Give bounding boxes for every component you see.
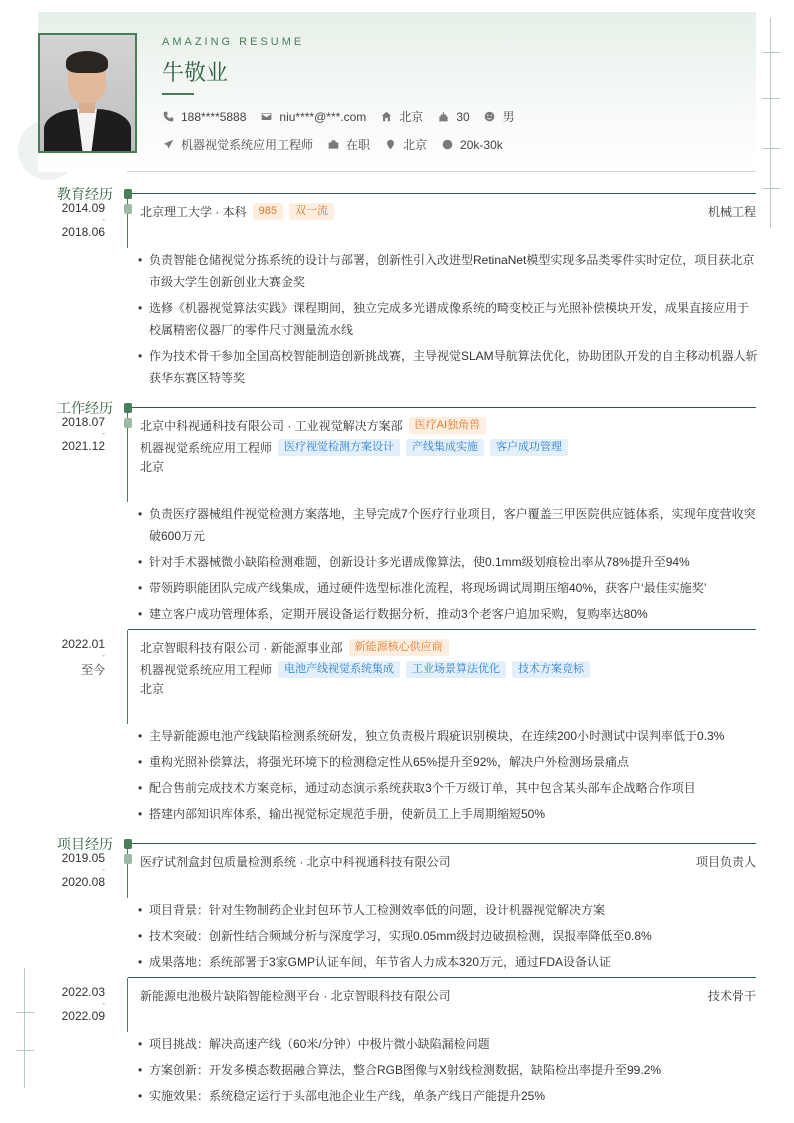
status-text: 在职 — [346, 138, 371, 152]
project-name: 医疗试剂盒封包质量检测系统 · 北京中科视通科技有限公司 — [140, 855, 451, 869]
skill-tag: 工业场景算法优化 — [406, 661, 506, 678]
list-item: • 方案创新：开发多模态数据融合算法，整合RGB图像与X射线检测数据，缺陷检出率提升至99.2% — [138, 1059, 758, 1081]
list-item: • 配合售前完成技术方案竞标，通过动态演示系统获取3个千万级订单，其中包含某头部车企战略合作项目 — [138, 777, 758, 799]
date-separator: - — [102, 651, 105, 660]
gender-text: 男 — [502, 110, 515, 124]
school-line — [140, 203, 334, 220]
timeline-line — [127, 978, 128, 1032]
email-icon — [260, 111, 272, 123]
list-item: • 针对手术器械微小缺陷检测难题，创新设计多光谱成像算法，使0.1mm级划痕检出率从78%提升至94% — [138, 551, 758, 573]
timeline-dot — [124, 854, 132, 864]
timeline-line — [127, 630, 128, 724]
decorative-line — [762, 188, 780, 189]
target-role-text: 机器视觉系统应用工程师 — [181, 138, 314, 152]
briefcase-icon — [327, 139, 339, 151]
email-text: niu****@***.com — [279, 109, 367, 124]
section-marker — [124, 839, 132, 849]
timeline-line — [127, 194, 128, 248]
project-line — [140, 987, 451, 1004]
decorative-line — [762, 148, 780, 149]
start-date: 2018.07 — [61, 415, 105, 429]
end-date: 2022.09 — [61, 1009, 105, 1023]
company-line — [140, 417, 486, 434]
end-date: 2018.06 — [61, 225, 105, 239]
decorative-line — [24, 968, 25, 1088]
job-city — [140, 680, 164, 697]
list-item: • 作为技术骨干参加全国高校智能制造创新挑战赛，主导视觉SLAM导航算法优化，协助团队开发的自主移动机器人斩获华东赛区特等奖 — [138, 345, 758, 389]
timeline-dot — [124, 204, 132, 214]
target-city-item — [384, 136, 427, 153]
skill-tag: 客户成功管理 — [490, 439, 568, 456]
major: 机械工程 — [707, 205, 756, 219]
section-marker — [124, 403, 132, 413]
list-item: • 建立客户成功管理体系，定期开展设备运行数据分析，推动3个老客户追加采购，复购率达80% — [138, 603, 758, 625]
entry-divider — [128, 977, 756, 978]
skill-tag: 产线集成实施 — [406, 439, 484, 456]
candidate-name: 牛敬业 — [162, 61, 229, 86]
start-date: 2022.03 — [61, 985, 105, 999]
status-item — [327, 136, 370, 153]
end-date: 2021.12 — [61, 439, 105, 453]
school-name: 北京理工大学 · 本科 — [140, 205, 247, 219]
decorative-line — [770, 18, 771, 228]
target-role-item — [162, 136, 313, 153]
date-separator: - — [102, 999, 105, 1008]
decorative-line — [762, 98, 780, 99]
project-role: 技术骨干 — [707, 989, 756, 1003]
education-bullets — [138, 249, 758, 389]
job-bullets — [138, 503, 758, 625]
section-line — [128, 193, 756, 194]
age-text: 30 — [456, 109, 470, 124]
start-date: 2014.09 — [61, 201, 105, 215]
section-title-work: 工作经历 — [57, 401, 113, 417]
timeline-dot — [124, 418, 132, 428]
decorative-line — [16, 1012, 34, 1013]
project-line — [140, 853, 451, 870]
company-tag: 新能源核心供应商 — [349, 639, 449, 656]
section-marker — [124, 189, 132, 199]
send-icon — [162, 139, 174, 151]
job-role: 机器视觉系统应用工程师 — [140, 441, 273, 455]
section-line — [128, 843, 756, 844]
date-separator: - — [102, 865, 105, 874]
company-name: 北京智眼科技有限公司 · 新能源事业部 — [140, 641, 343, 655]
skill-tag: 技术方案竞标 — [512, 661, 590, 678]
end-date: 至今 — [80, 663, 105, 677]
role-line — [140, 661, 590, 678]
city-item — [380, 108, 423, 125]
salary-item — [441, 138, 503, 152]
school-tag: 双一流 — [289, 203, 334, 220]
list-item: • 负责医疗器械组件视觉检测方案落地，主导完成7个医疗行业项目，客户覆盖三甲医院供应链体系，实现年度营收突破600万元 — [138, 503, 758, 547]
project-role: 项目负责人 — [695, 855, 756, 869]
entry-divider — [128, 629, 756, 630]
company-line — [140, 639, 449, 656]
job-intent-row — [162, 136, 517, 153]
date-separator: - — [102, 215, 105, 224]
gender-item — [484, 108, 515, 125]
list-item: • 主导新能源电池产线缺陷检测系统研发，独立负责极片瑕疵识别模块，在连续200小时测试中误判率低于0.3% — [138, 725, 758, 747]
header-divider — [127, 171, 756, 172]
list-item: • 带领跨职能团队完成产线集成，通过硬件选型标准化流程，将现场调试周期压缩40%，获客户‘最佳实施奖’ — [138, 577, 758, 599]
phone-item — [162, 110, 246, 124]
skill-tag: 电池产线视觉系统集成 — [278, 661, 400, 678]
project-bullets — [138, 899, 758, 973]
cake-icon — [437, 111, 449, 123]
job-city-text: 北京 — [140, 460, 165, 474]
date-separator: - — [102, 429, 105, 438]
job-city-text: 北京 — [140, 682, 165, 696]
list-item: • 项目挑战：解决高速产线（60米/分钟）中极片微小缺陷漏检问题 — [138, 1033, 758, 1055]
start-date: 2019.05 — [61, 851, 105, 865]
section-title-projects: 项目经历 — [57, 837, 113, 853]
project-name: 新能源电池极片缺陷智能检测平台 · 北京智眼科技有限公司 — [140, 989, 451, 1003]
home-icon — [380, 111, 392, 123]
school-tag: 985 — [253, 203, 283, 220]
skill-tag: 医疗视觉检测方案设计 — [278, 439, 400, 456]
age-item — [437, 110, 469, 124]
start-date: 2022.01 — [61, 637, 105, 651]
list-item: • 选修《机器视觉算法实践》课程期间，独立完成多光谱成像系统的畸变校正与光照补偿模块开发，成果直接应用于校属精密仪器厂的零件尺寸测量流水线 — [138, 297, 758, 341]
end-date: 2020.08 — [61, 875, 105, 889]
email-item — [260, 110, 366, 124]
money-icon — [441, 139, 453, 151]
role-line — [140, 439, 568, 456]
profile-photo — [38, 33, 137, 153]
phone-text: 188****5888 — [181, 109, 247, 124]
job-role: 机器视觉系统应用工程师 — [140, 663, 273, 677]
phone-icon — [162, 111, 174, 123]
job-bullets — [138, 725, 758, 825]
list-item: • 实施效果：系统稳定运行于头部电池企业生产线，单条产线日产能提升25% — [138, 1085, 758, 1107]
decorative-line — [16, 1050, 34, 1051]
section-title-education: 教育经历 — [57, 187, 113, 203]
decorative-line — [762, 52, 780, 53]
salary-text: 20k-30k — [460, 137, 503, 152]
list-item: • 负责智能仓储视觉分拣系统的设计与部署，创新性引入改进型RetinaNet模型实现多品类零件实时定位，项目获北京市级大学生创新创业大赛金奖 — [138, 249, 758, 293]
name-underline — [162, 93, 194, 95]
list-item: • 成果落地：系统部署于3家GMP认证车间，年节省人力成本320万元，通过FDA设备认证 — [138, 951, 758, 973]
location-pin-icon — [384, 139, 396, 151]
list-item: • 技术突破：创新性结合频域分析与深度学习，实现0.05mm级封边破损检测，误报率降低至0.8% — [138, 925, 758, 947]
city-text: 北京 — [399, 110, 424, 124]
resume-brand: AMAZING RESUME — [162, 36, 305, 48]
list-item: • 重构光照补偿算法，将强光环境下的检测稳定性从65%提升至92%，解决户外检测场景痛点 — [138, 751, 758, 773]
face-icon — [484, 111, 496, 123]
company-name: 北京中科视通科技有限公司 · 工业视觉解决方案部 — [140, 419, 403, 433]
contact-row — [162, 108, 529, 125]
project-bullets — [138, 1033, 758, 1107]
timeline-line — [127, 844, 128, 898]
list-item: • 搭建内部知识库体系，输出视觉标定规范手册，使新员工上手周期缩短50% — [138, 803, 758, 825]
job-city — [140, 458, 164, 475]
list-item: • 项目背景：针对生物制药企业封包环节人工检测效率低的问题，设计机器视觉解决方案 — [138, 899, 758, 921]
section-line — [128, 407, 756, 408]
company-tag: 医疗AI独角兽 — [409, 417, 486, 434]
target-city-text: 北京 — [403, 138, 428, 152]
